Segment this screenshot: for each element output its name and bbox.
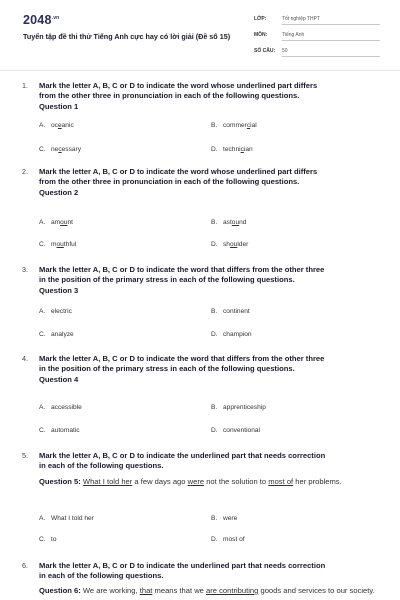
answer-option[interactable] [211,404,266,411]
instruction-line: in the position of the primary stress in each of the following questions. [39,364,295,374]
option-text: most of [223,536,245,543]
meta-grade [254,13,380,25]
option-text: accessible [51,404,82,411]
instruction-line: Question 4 [39,374,79,384]
page-header [0,0,400,70]
option-letter: D. [211,241,218,248]
question-instruction [39,354,379,385]
option-text: mouthful [51,241,77,248]
option-letter: A. [39,219,46,226]
underlined-phrase: are contributing [206,586,259,595]
option-letter: B. [211,122,218,129]
option-letter: B. [211,515,218,522]
instruction-line: Mark the letter A, B, C or D to indicate the word that differs from the other three [39,354,325,363]
instruction-line: Question 2 [39,187,79,197]
header-divider [0,70,400,71]
option-letter: C. [39,241,46,248]
underlined-letters: ou [229,241,238,248]
question-number: 4. [22,354,28,363]
option-letter: C. [39,427,46,434]
option-text: shoulder [223,241,249,248]
answer-option[interactable] [39,308,72,315]
option-text: What I told her [51,515,94,522]
instruction-line: from the other three in pronunciation in each of the following questions. [39,91,300,101]
answer-option[interactable] [211,331,252,338]
answer-option[interactable] [39,427,80,434]
instruction-line: Question 1 [39,101,79,111]
sentence-text: We are working, [80,586,140,595]
instruction-line: Question 3 [39,285,79,295]
option-text: necessary [51,146,82,153]
answer-option[interactable] [211,515,237,522]
answer-option[interactable] [39,146,81,153]
question-sentence [39,584,379,597]
instruction-line: in the position of the primary stress in each of the following questions. [39,275,295,285]
answer-option[interactable] [39,404,82,411]
option-letter: A. [39,404,46,411]
answer-option[interactable] [211,241,248,248]
underlined-letters: c [58,146,62,153]
option-letter: B. [211,404,218,411]
instruction-line: Mark the letter A, B, C or D to indicate the word that differs from the other three [39,265,325,274]
underlined-letters: ou [56,241,64,248]
answer-option[interactable] [211,308,250,315]
instruction-line: from the other three in pronunciation in each of the following questions. [39,177,300,187]
option-letter: C. [39,331,46,338]
option-text: champion [223,331,252,338]
option-text: astound [223,219,247,226]
question-instruction [39,561,379,582]
option-letter: C. [39,536,46,543]
answer-option[interactable] [211,146,253,153]
option-letter: B. [211,308,218,315]
instruction-line: Mark the letter A, B, C or D to indicate the word whose underlined part differs [39,167,318,176]
sentence-text: a few days ago [132,477,188,486]
underlined-phrase: that [139,586,153,595]
site-logo[interactable]: $2048^{.vn}$ [23,13,60,27]
question-number: 1. [22,81,28,90]
option-text: were [223,515,238,522]
instruction-line: in each of the following questions. [39,571,164,581]
option-letter: D. [211,146,218,153]
meta-label: SỐ CÂU: [254,48,276,54]
question-number: 5. [22,451,28,460]
option-letter: C. [39,146,46,153]
meta-question-count [254,45,380,57]
option-letter: D. [211,427,218,434]
underlined-phrase: What I told her [82,477,133,486]
option-letter: A. [39,515,46,522]
meta-label: MÔN: [254,32,268,38]
option-text: electric [51,308,72,315]
sentence-text: her problems. [293,477,342,486]
option-text: technician [223,146,253,153]
option-text: oceanic [51,122,74,129]
sentence-text: goods and services to our society. [258,586,375,595]
question-instruction [39,265,379,296]
meta-subject [254,29,380,41]
instruction-line: in each of the following questions. [39,461,164,471]
option-letter: A. [39,308,46,315]
option-letter: D. [211,331,218,338]
sentence-text: not the solution to [204,477,269,486]
instruction-line: Mark the letter A, B, C or D to indicate the underlined part that needs correction [39,451,326,460]
meta-value: Tiếng Anh [282,32,380,41]
underlined-phrase: were [187,477,205,486]
option-text: automatic [51,427,80,434]
sentence-text: means that we [152,586,207,595]
meta-value: Tốt nghiệp THPT [282,16,380,25]
question-instruction [39,81,379,112]
meta-value: 50 [282,48,380,57]
option-letter: B. [211,219,218,226]
question-number: 6. [22,561,28,570]
answer-option[interactable] [39,219,73,226]
underlined-letters: c [240,146,244,153]
answer-option[interactable] [211,536,245,543]
option-text: conventional [223,427,261,434]
answer-option[interactable] [39,241,76,248]
underlined-letters: ou [60,219,68,226]
question-label: Question 5: [39,477,81,486]
instruction-line: Mark the letter A, B, C or D to indicate the underlined part that needs correction [39,561,326,570]
question-instruction [39,451,379,472]
answer-option[interactable] [39,536,57,543]
underlined-letters: ou [231,219,240,226]
question-label: Question 6: [39,586,81,595]
answer-option[interactable] [39,331,74,338]
option-letter: D. [211,536,218,543]
underlined-letters: c [246,122,251,129]
document-title: Tuyển tập đề thi thử Tiếng Anh cực hay có lời giải (Đề số 15) [23,32,231,41]
question-number: 2. [22,167,28,176]
answer-option[interactable] [211,122,257,129]
option-text: continent [223,308,250,315]
answer-option[interactable] [211,219,246,226]
question-number: 3. [22,265,28,274]
option-text: apprenticeship [223,404,266,411]
question-sentence [39,475,379,488]
option-text: analyze [51,331,74,338]
meta-label: LỚP: [254,16,267,22]
underlined-phrase: most of [268,477,294,486]
option-text: amount [51,219,74,226]
option-text: to [51,536,57,543]
question-instruction [39,167,379,198]
answer-option[interactable] [39,515,94,522]
answer-option[interactable] [39,122,74,129]
underlined-letters: e [57,122,62,129]
option-text: commercial [223,122,257,129]
instruction-line: Mark the letter A, B, C or D to indicate the word whose underlined part differs [39,81,318,90]
answer-option[interactable] [211,427,260,434]
option-letter: A. [39,122,46,129]
